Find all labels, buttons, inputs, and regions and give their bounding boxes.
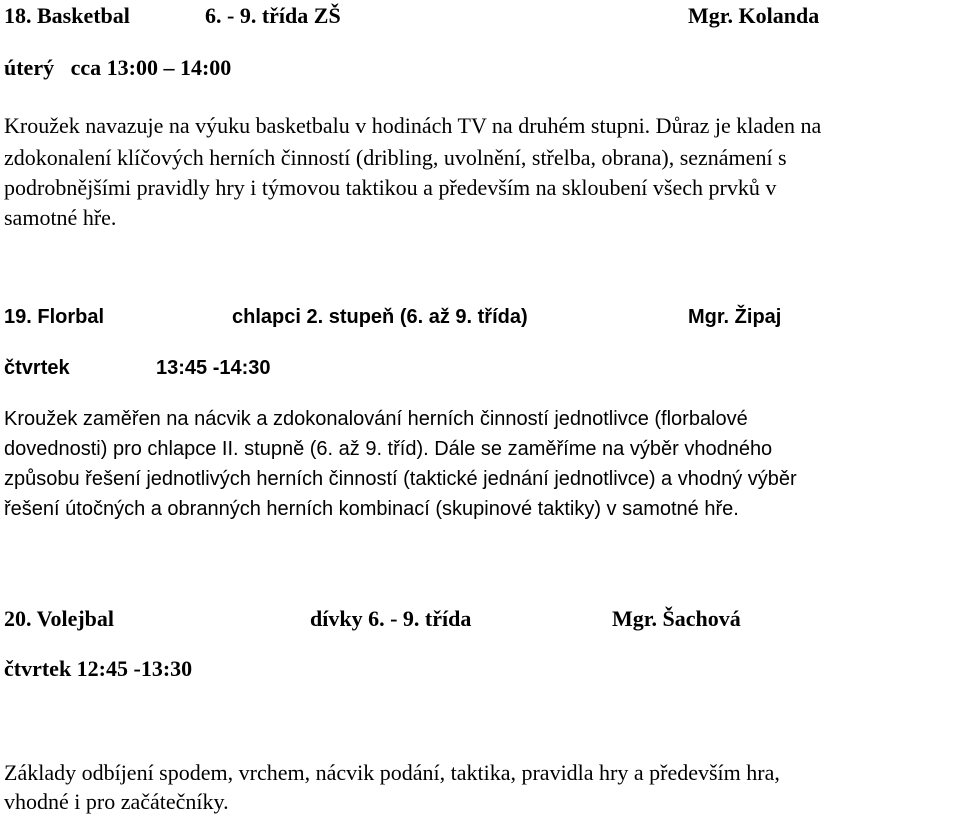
section-19-desc-line: Kroužek zaměřen na nácvik a zdokonalování herních činností jednotlivce (florbalové [4,408,748,430]
section-19-teacher: Mgr. Žipaj [688,306,782,328]
section-19-desc-line: způsobu řešení jednotlivých herních činností (taktické jednání jednotlivce) a vhodný výběr [4,468,797,490]
section-20-desc-line: vhodné i pro začátečníky. [4,789,229,814]
section-20-grade: dívky 6. - 9. třída [310,606,472,631]
section-18-desc-line: samotné hře. [4,205,117,230]
section-19-desc-line: řešení útočných a obranných herních kombinací (skupinové taktiky) v samotné hře. [4,498,739,520]
section-20-teacher: Mgr. Šachová [612,606,741,631]
section-18-grade: 6. - 9. třída ZŠ [205,3,341,28]
section-20-desc-line: Základy odbíjení spodem, vrchem, nácvik podání, taktika, pravidla hry a především hra, [4,760,780,785]
section-19-number: 19. Florbal [4,306,105,328]
section-18-desc-line: Kroužek navazuje na výuku basketbalu v hodinách TV na druhém stupni. Důraz je kladen na [4,113,822,138]
section-18-teacher: Mgr. Kolanda [688,3,820,28]
section-19-grade: chlapci 2. stupeň (6. až 9. třída) [232,306,528,328]
section-18-number: 18. Basketbal [4,3,130,28]
section-19-desc-line: dovednosti) pro chlapce II. stupně (6. až 9. tříd). Dále se zaměříme na výběr vhodného [4,438,773,460]
section-20-schedule: čtvrtek 12:45 -13:30 [4,656,193,681]
section-18-desc-line: zdokonalení klíčových herních činností (dribling, uvolnění, střelba, obrana), seznámení s [4,145,787,170]
section-20-number: 20. Volejbal [4,606,115,631]
section-19-schedule-day: čtvrtek [4,357,70,379]
section-19-schedule-time: 13:45 -14:30 [156,357,271,379]
section-18-schedule: úterý cca 13:00 – 14:00 [4,55,232,80]
section-18-desc-line: podrobnějšími pravidly hry i týmovou taktikou a především na skloubení všech prvků v [4,175,777,200]
